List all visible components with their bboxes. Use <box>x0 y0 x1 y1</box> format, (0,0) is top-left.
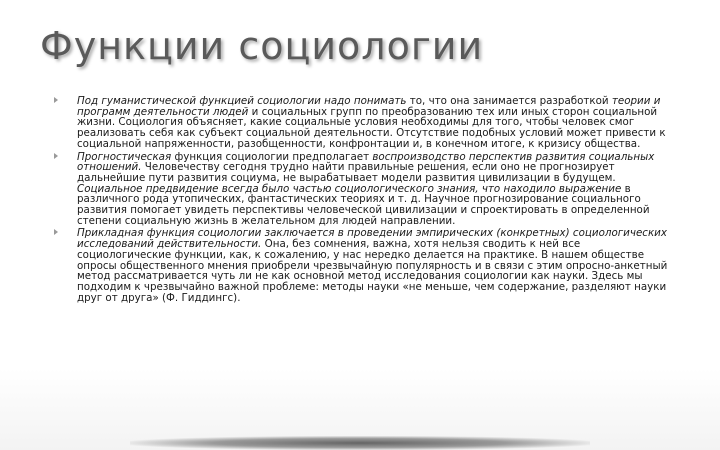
bottom-decoration-bar <box>130 436 590 450</box>
bullet-arrow-icon <box>54 153 58 159</box>
item-text-part: в различного рода утопических, фантастических теориях и т. д. Научное прогнозирование социального развития помогает увидеть перспективы человеческой цивилизации и спроектировать в определенной степени социальную жизнь в желательном для людей направлении. <box>77 182 650 227</box>
bullet-item-prognostic <box>52 152 677 227</box>
item-text-part: и социальных групп по преобразованию тех или иных сторон социальной жизни. Социология объясняет, какие социальные условия необходимы для того, чтобы человек смог реализовать себя как субъект социальной деятельности. Отсутствие подобных условий может привести к социальной напряженности, разобщенности, конфронтации и, в конечном итоге, к кризису общества. <box>77 105 666 150</box>
item-text-part: Она, без сомнения, важна, хотя нельзя сводить к ней все социологические функции, как, к сожалению, у нас нередко делается на практике. В нашем обществе опросы общественного мнения приобрели чрезвычайную популярность и в связи с этим опросно-анкетный метод рассматривается чуть ли не как основной метод исследования социологии как науки. Здесь мы подходим к чрезвычайно важной проблеме: методы науки «не меньше, чем содержание, разделяют науки друг от друга» (Ф. Гиддингс). <box>77 238 668 304</box>
item-text-part: Под гуманистической функцией социологии надо понимать <box>77 95 407 107</box>
bullet-list <box>52 96 677 305</box>
bullet-arrow-icon <box>54 97 58 103</box>
bullet-item-applied <box>52 228 677 303</box>
bullet-item-humanistic <box>52 96 677 150</box>
bullet-arrow-icon <box>54 229 58 235</box>
item-text-part: то, что она занимается разработкой <box>406 95 612 107</box>
item-text-part: Социальное предвидение всегда было частью социологического знания, что находило выражение <box>77 182 622 195</box>
item-text-part: Прогностическая <box>77 150 172 163</box>
slide-title: Функции социологии <box>40 24 484 68</box>
item-text-part: Прикладная функция социологии заключается в проведении эмпирических (конкретных) социологических исследований действительности. <box>77 227 667 251</box>
item-text-part: функция социологии предполагает <box>171 150 373 163</box>
item-text-part: теории и программ деятельности людей <box>77 95 661 118</box>
item-text-part: Человечеству сегодня трудно найти правильные решения, если оно не прогнозирует дальнейшие пути развития социума, не вырабатывает модели развития цивилизации в будущем. <box>77 161 616 184</box>
item-text-part: воспроизводство перспектив развития социальных отношений. <box>77 150 655 174</box>
